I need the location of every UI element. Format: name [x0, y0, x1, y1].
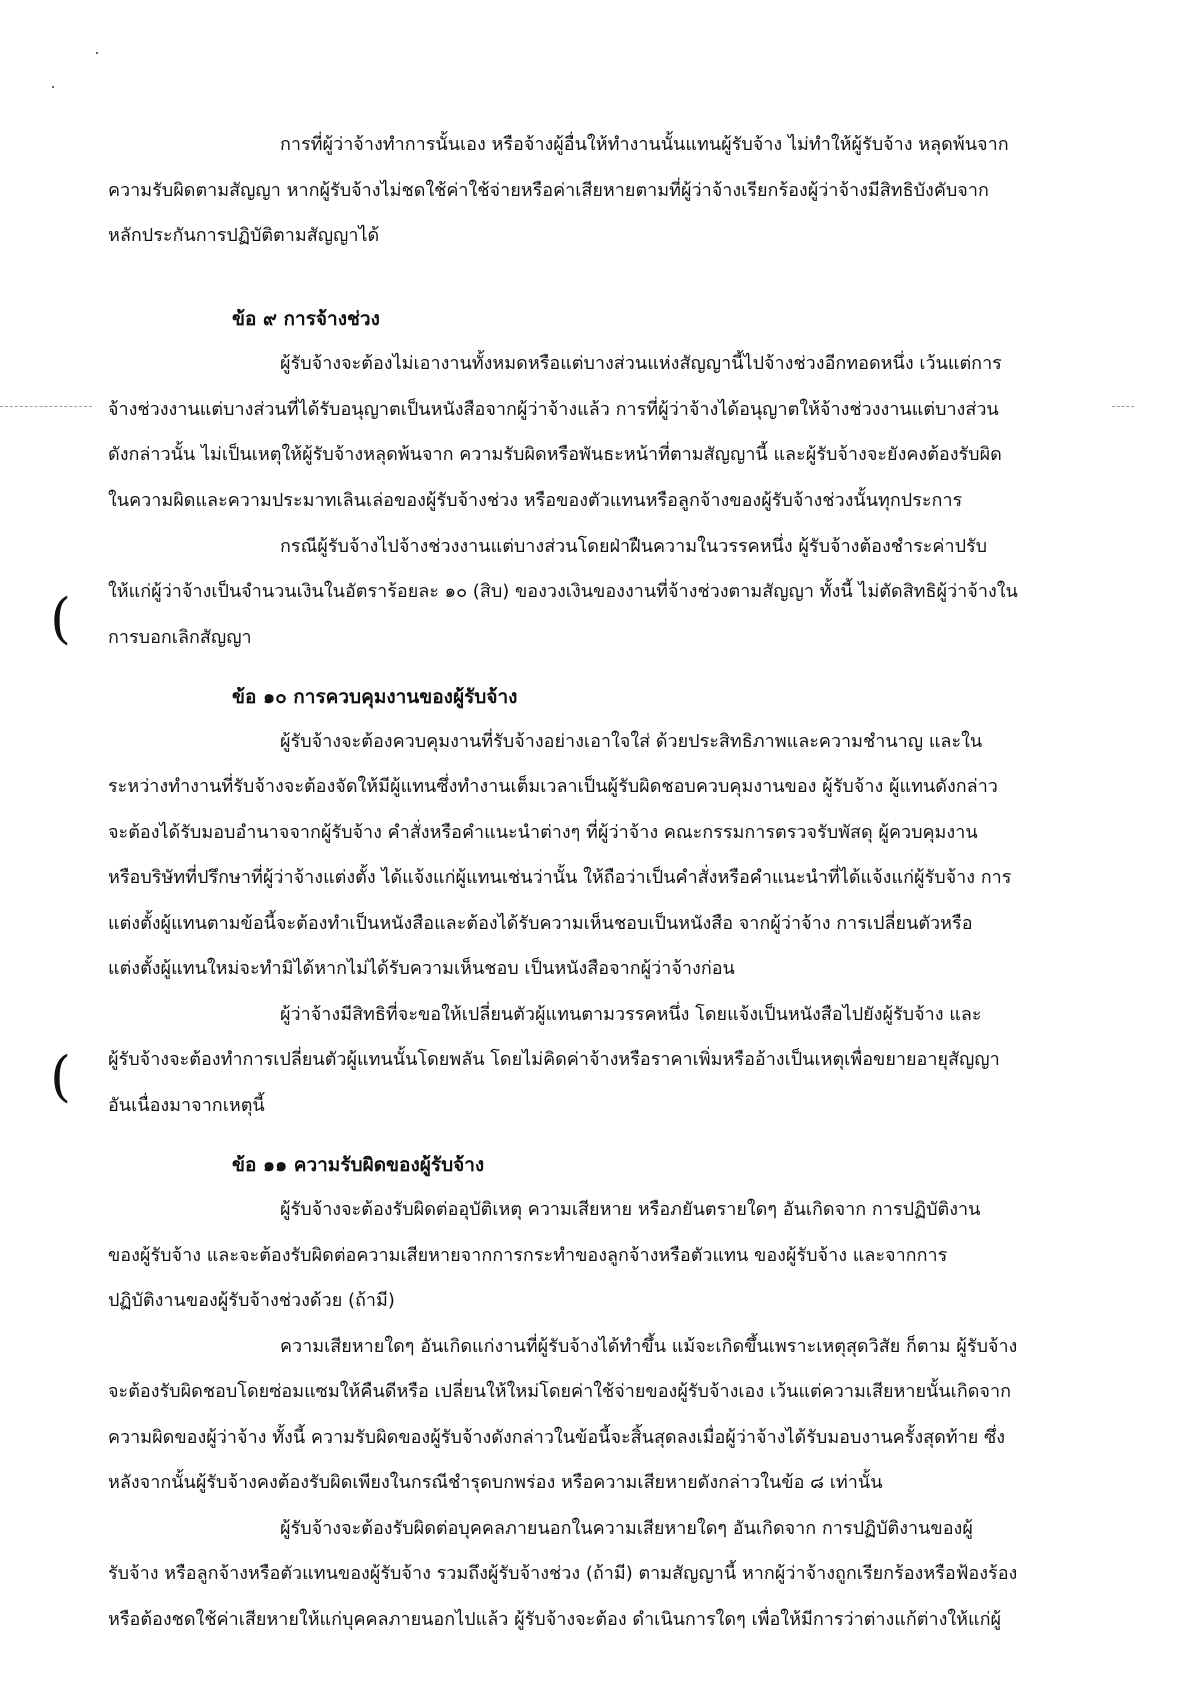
section-11-p2-line: จะต้องรับผิดชอบโดยซ่อมแซมให้คืนดีหรือ เปลี่ยนให้ใหม่โดยค่าใช้จ่ายของผู้รับจ้างเอง เว้นแต่ความเสียหายนั้นเกิดจาก — [108, 1381, 1011, 1402]
section-11-p2-line: ความผิดของผู้ว่าจ้าง ทั้งนี้ ความรับผิดของผู้รับจ้างดังกล่าวในข้อนี้จะสิ้นสุดลงเมื่อผู้ว่าจ้างได้รับมอบงานครั้งสุดท้าย ซึ่ง — [108, 1427, 1006, 1448]
section-11-p3-line: หรือต้องชดใช้ค่าเสียหายให้แก่บุคคลภายนอกไปแล้ว ผู้รับจ้างจะต้อง ดำเนินการใดๆ เพื่อให้มีการว่าต่างแก้ต่างให้แก่ผู้ — [108, 1609, 1002, 1630]
section-10-p2-line: ผู้รับจ้างจะต้องทำการเปลี่ยนตัวผู้แทนนั้นโดยพลัน โดยไม่คิดค่าจ้างหรือราคาเพิ่มหรืออ้างเป็นเหตุเพื่อขยายอายุสัญญา — [108, 1049, 1000, 1070]
section-9-p2-line: การบอกเลิกสัญญา — [108, 627, 252, 648]
section-10-p1-line: แต่งตั้งผู้แทนตามข้อนี้จะต้องทำเป็นหนังสือและต้องได้รับความเห็นชอบเป็นหนังสือ จากผู้ว่าจ้าง การเปลี่ยนตัวหรือ — [108, 913, 973, 934]
section-10-p2-line: ผู้ว่าจ้างมีสิทธิที่จะขอให้เปลี่ยนตัวผู้แทนตามวรรคหนึ่ง โดยแจ้งเป็นหนังสือไปยังผู้รับจ้าง และ — [280, 1004, 982, 1025]
section-11-p1-line: ผู้รับจ้างจะต้องรับผิดต่ออุบัติเหตุ ความเสียหาย หรือภยันตรายใดๆ อันเกิดจาก การปฏิบัติงาน — [280, 1199, 981, 1220]
section-9-p1-line: จ้างช่วงงานแต่บางส่วนที่ได้รับอนุญาตเป็นหนังสือจากผู้ว่าจ้างแล้ว การที่ผู้ว่าจ้างได้อนุญาตให้จ้างช่วงงานแต่บางส่วน — [108, 399, 999, 420]
section-11-p2-line: ความเสียหายใดๆ อันเกิดแก่งานที่ผู้รับจ้างได้ทำขึ้น แม้จะเกิดขึ้นเพราะเหตุสุดวิสัย ก็ตาม ผู้รับจ้าง — [280, 1336, 1018, 1357]
section-10-p1-line: หรือบริษัทที่ปรึกษาที่ผู้ว่าจ้างแต่งตั้ง ได้แจ้งแก่ผู้แทนเช่นว่านั้น ให้ถือว่าเป็นคำสั่งหรือคำแนะนำที่ได้แจ้งแก่ผู้รับจ้าง การ — [108, 867, 1012, 888]
section-9-p1-line: ผู้รับจ้างจะต้องไม่เอางานทั้งหมดหรือแต่บางส่วนแห่งสัญญานี้ไปจ้างช่วงอีกทอดหนึ่ง เว้นแต่การ — [280, 353, 1002, 374]
section-9-p2-line: ให้แก่ผู้ว่าจ้างเป็นจำนวนเงินในอัตราร้อยละ ๑๐ (สิบ) ของวงเงินของงานที่จ้างช่วงตามสัญญา ทั้งนี้ ไม่ตัดสิทธิผู้ว่าจ้างใน — [108, 581, 1018, 602]
section-11-heading: ข้อ ๑๑ ความรับผิดของผู้รับจ้าง — [232, 1154, 485, 1176]
section-9-heading: ข้อ ๙ การจ้างช่วง — [232, 308, 380, 330]
right-margin-dash — [1112, 406, 1134, 407]
section-10-p1-line: ระหว่างทำงานที่รับจ้างจะต้องจัดให้มีผู้แทนซึ่งทำงานเต็มเวลาเป็นผู้รับผิดชอบควบคุมงานของ ผู้รับจ้าง ผู้แทนดังกล่าว — [108, 776, 998, 797]
section-11-p1-line: ปฏิบัติงานของผู้รับจ้างช่วงด้วย (ถ้ามี) — [108, 1290, 395, 1311]
section-10-heading: ข้อ ๑๐ การควบคุมงานของผู้รับจ้าง — [232, 686, 518, 708]
section-11-p3-line: รับจ้าง หรือลูกจ้างหรือตัวแทนของผู้รับจ้าง รวมถึงผู้รับจ้างช่วง (ถ้ามี) ตามสัญญานี้ หากผู้ว่าจ้างถูกเรียกร้องหรือฟ้องร้อง — [108, 1563, 1018, 1584]
section-10-p1-line: จะต้องได้รับมอบอำนาจจากผู้รับจ้าง คำสั่งหรือคำแนะนำต่างๆ ที่ผู้ว่าจ้าง คณะกรรมการตรวจรับพัสดุ ผู้ควบคุมงาน — [108, 822, 978, 843]
section-10-p1-line: แต่งตั้งผู้แทนใหม่จะทำมิได้หากไม่ได้รับความเห็นชอบ เป็นหนังสือจากผู้ว่าจ้างก่อน — [108, 958, 735, 979]
intro-line: ความรับผิดตามสัญญา หากผู้รับจ้างไม่ชดใช้ค่าใช้จ่ายหรือค่าเสียหายตามที่ผู้ว่าจ้างเรียกร้องผู้ว่าจ้างมีสิทธิบังคับจาก — [108, 180, 989, 201]
intro-line: การที่ผู้ว่าจ้างทำการนั้นเอง หรือจ้างผู้อื่นให้ทำงานนั้นแทนผู้รับจ้าง ไม่ทำให้ผู้รับจ้าง หลุดพ้นจาก — [280, 134, 1009, 155]
left-margin-dash — [0, 406, 92, 407]
intro-line: หลักประกันการปฏิบัติตามสัญญาได้ — [108, 225, 380, 246]
scan-speck — [96, 52, 98, 54]
section-9-p2-line: กรณีผู้รับจ้างไปจ้างช่วงงานแต่บางส่วนโดยฝ่าฝืนความในวรรคหนึ่ง ผู้รับจ้างต้องชำระค่าปรับ — [280, 536, 988, 557]
section-10-p2-line: อันเนื่องมาจากเหตุนี้ — [108, 1095, 265, 1116]
section-11-p3-line: ผู้รับจ้างจะต้องรับผิดต่อบุคคลภายนอกในความเสียหายใดๆ อันเกิดจาก การปฏิบัติงานของผู้ — [280, 1518, 973, 1539]
section-10-p1-line: ผู้รับจ้างจะต้องควบคุมงานที่รับจ้างอย่างเอาใจใส่ ด้วยประสิทธิภาพและความชำนาญ และใน — [280, 731, 983, 752]
section-11-p1-line: ของผู้รับจ้าง และจะต้องรับผิดต่อความเสียหายจากการกระทำของลูกจ้างหรือตัวแทน ของผู้รับจ้าง และจากการ — [108, 1245, 948, 1266]
margin-bracket-mark: ( — [50, 587, 72, 650]
section-9-p1-line: ดังกล่าวนั้น ไม่เป็นเหตุให้ผู้รับจ้างหลุดพ้นจาก ความรับผิดหรือพันธะหน้าที่ตามสัญญานี้ และผู้รับจ้างจะยังคงต้องรับผิด — [108, 444, 1002, 465]
section-9-p1-line: ในความผิดและความประมาทเลินเล่อของผู้รับจ้างช่วง หรือของตัวแทนหรือลูกจ้างของผู้รับจ้างช่วงนั้นทุกประการ — [108, 490, 963, 511]
scan-speck — [52, 86, 54, 88]
margin-bracket-mark: ( — [50, 1045, 72, 1108]
section-11-p2-line: หลังจากนั้นผู้รับจ้างคงต้องรับผิดเพียงในกรณีชำรุดบกพร่อง หรือความเสียหายดังกล่าวในข้อ ๘ เท่านั้น — [108, 1472, 883, 1493]
